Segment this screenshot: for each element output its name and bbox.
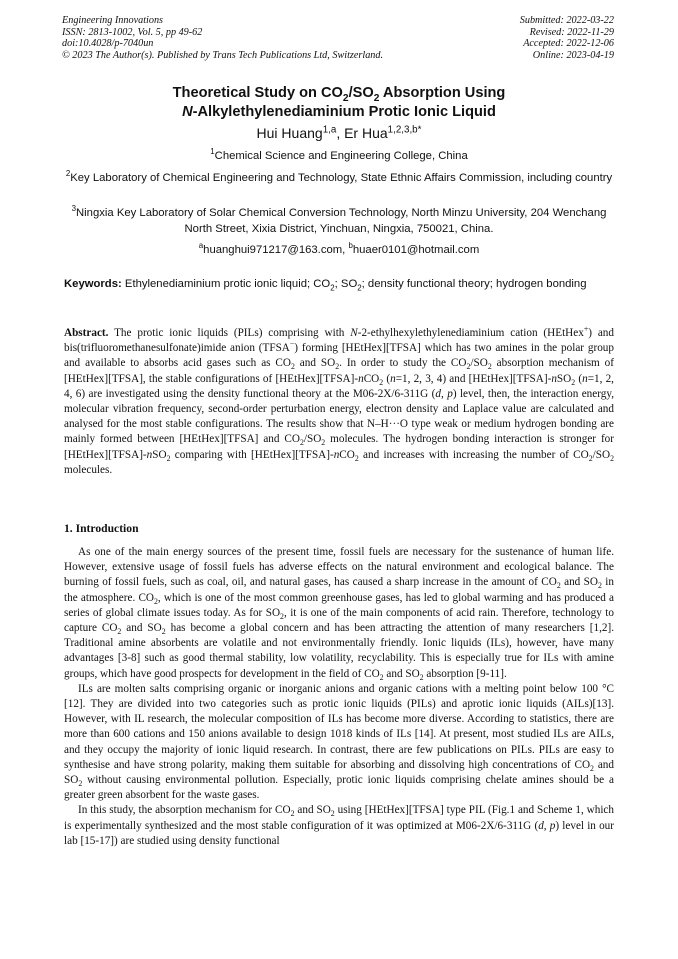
intro-paragraph-2: ILs are molten salts comprising organic or inorganic anions and organic cations with a melting point below 100 °C [12]. They are divided into two categories such as protic ionic liquids (PILs) and aprotic ionic liquids (AILs)[13]. However, with IL research, the molecular composition of ILs has become more diverse. According to statistics, there are more than 600 cations and 150 anions available to design 1018 kinds of ILs [14]. At present, most studied ILs are AILs, and they occupy the majority of ionic liquid research. In contrast, there are few publications on PILs. PILs are easy to synthesise and have strong polarity, making them suitable for absorbing and dissolving high concentrations of $CO_2$ and $SO_2$ without causing environmental pollution. Especially, protic ionic liquids comprising chelate amines should be a greater green absorbent for the waste gases. <box>64 682 614 802</box>
intro-paragraph-3: In this study, the absorption mechanism for $CO_2$ and $SO_2$ using [HEtHex][TFSA] type PIL (Fig.1 and Scheme 1, which is experimentally synthesized and the most stable configuration of it was optimized at M06-2X/6-311G (d, p) level in our lab [15-17]) are studied using density functional <box>64 804 614 847</box>
section-heading-introduction: 1. Introduction <box>64 522 139 535</box>
revised-date: Revised: 2022-11-29 <box>529 26 614 38</box>
doi: doi:10.4028/p-7040un <box>62 38 154 50</box>
author-list: Hui Huang$^{1,a}$, Er Hua$^{1,2,3,b*}$ <box>256 124 422 141</box>
journal-info-header <box>62 15 383 62</box>
affiliation-1: $^1$Chemical Science and Engineering College, China <box>210 147 468 162</box>
copyright: © 2023 The Author(s). Published by Trans Tech Publications Ltd, Switzerland. <box>62 50 384 62</box>
dates-header <box>520 15 614 62</box>
abstract: Abstract. The protic ionic liquids (PILs) comprising with N-2-ethylhexylethylenediaminium cation (HEtHex+) and bis(trifluoromethanesulfonate)imide anion (TFSA−) forming [HEtHex][TFSA] which has two amines in the polar group and available to absorbs acid gases such as $CO_2$ and $SO_2$. In order to study the $CO_2/SO_2$ absorption mechanism of [HEtHex][TFSA], the stable configurations of [HEtHex][TFSA]-nCO$_2$ (n=1, 2, 3, 4) and [HEtHex][TFSA]-nSO$_2$ (n=1, 2, 4, 6) are investigated using the density functional theory at the M06-2X/6-311G (d, p) level, then, the interaction energy, molecular vibration frequency, second-order perturbation energy, electron density and Laplace value are calculated and analysed for the most stable configurations. The results show that N–H···O type weak or medium hydrogen bonding are mainly formed between [HEtHex][TFSA] and $CO_2/SO_2$ molecules. The hydrogen bonding interaction is stronger for [HEtHex][TFSA]-nSO$_2$ comparing with [HEtHex][TFSA]-nCO$_2$ and increases with increasing the number of $CO_2/SO_2$ molecules. <box>64 324 615 476</box>
online-date: Online: 2023-04-19 <box>532 50 614 62</box>
title-line-1: Theoretical Study on $CO_2/SO_2$ Absorption Using <box>172 85 506 104</box>
author-emails: $^a$huanghui971217@163.com, $^b$huaer0101@hotmail.com <box>198 241 480 256</box>
paper-title <box>40 84 638 122</box>
author-1: Hui Huang <box>256 125 323 141</box>
affiliation-2: $^2$Key Laboratory of Chemical Engineering and Technology, State Ethnic Affairs Commission, including country <box>65 169 613 184</box>
accepted-date: Accepted: 2022-12-06 <box>523 38 614 50</box>
intro-paragraph-1: As one of the main energy sources of the present time, fossil fuels are necessary for the sustenance of human life. However, extensive usage of fossil fuels has adverse effects on the natural environment and ecological balance. The burning of fossil fuels, such as coal, oil, and natural gases, has caused a sharp increase in the amount of $CO_2$ and $SO_2$ in the atmosphere. $CO_2$, which is one of the most common greenhouse gases, has led to global warming and has produced a series of global climate issues today. As for $SO_2$, it is one of the main components of acid rain. Therefore, technology to capture $CO_2$ and $SO_2$ has become a global concern and has been attracting the attention of many researchers [1,2]. Traditional amine absorbents are volatile and not environmentally friendly. Ionic liquids (ILs), however, have many advantages [3-8] such as good thermal stability, low volatility, recyclability. This is especially true for ILs with amine groups, which have good prospects for development in the field of $CO_2$ and $SO_2$ absorption [9-11]. <box>64 546 614 682</box>
submitted-date: Submitted: 2022-03-22 <box>519 15 614 26</box>
introduction-body <box>64 545 614 849</box>
keywords-label: Keywords: <box>64 278 122 290</box>
author-2: Er Hua <box>344 125 388 141</box>
issn-volume-pages: ISSN: 2813-1002, Vol. 5, pp 49-62 <box>62 26 203 38</box>
title-line-2: N-Alkylethylenediaminium Protic Ionic Liquid <box>182 104 496 120</box>
journal-name: Engineering Innovations <box>62 15 164 26</box>
email-b[interactable]: huaer0101@hotmail.com <box>352 244 480 256</box>
affiliation-3: $^3$Ningxia Key Laboratory of Solar Chemical Conversion Technology, North Minzu University, 204 Wenchang North Street, Xixia District, Yinchuan, Ningxia, 750021, China. <box>71 204 607 235</box>
abstract-label: Abstract. <box>64 327 109 339</box>
email-a[interactable]: huanghui971217@163.com <box>203 244 343 256</box>
keywords: Keywords: Ethylenediaminium protic ionic liquid; $CO_2$; $SO_2$; density functional theory; hydrogen bonding <box>64 278 587 293</box>
